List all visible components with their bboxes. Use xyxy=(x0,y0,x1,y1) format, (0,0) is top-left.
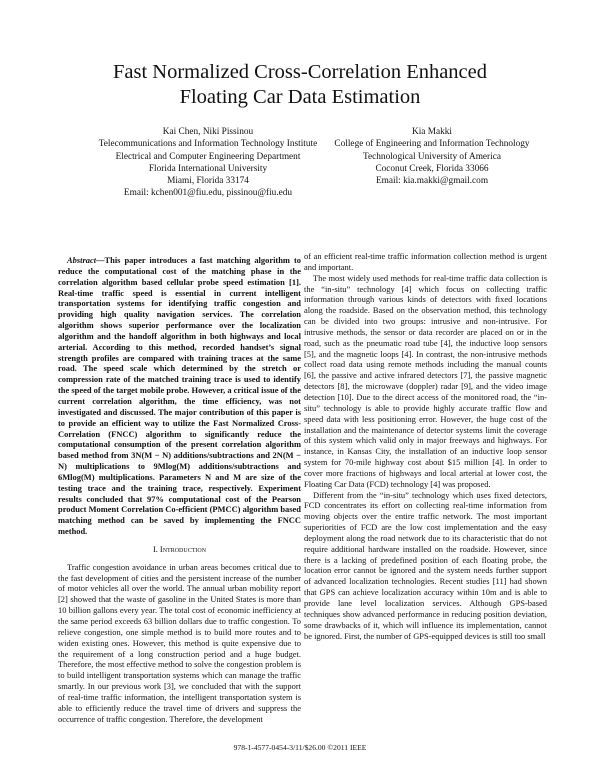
section-number: I. xyxy=(152,544,158,554)
author-block-2 xyxy=(322,126,542,187)
section-heading xyxy=(58,545,301,556)
paragraph: The most widely used methods for real-time traffic data collection is the “in-situ” technology [4] which focus on collecting traffic information through various kinds of detectors with fixed locations along the roadside. Based on the observation method, this technology can be divided into two groups: intrusive and non-intrusive. For intrusive methods, the sensor or data recorder are placed on or in the road, such as the pneumatic road tube [4], the inductive loop sensors [5], and the magnetic loops [4]. In contrast, the non-intrusive methods collect road data using remote methods including the manual counts [6], the passive and active infrared detectors [7], the passive magnetic detectors [8], the microwave (doppler) radar [9], and the video image detection [10]. Due to the direct access of the monitored road, the “in-situ” technology is able to provide highly accurate traffic flow and speed data with less positioning error. However, the huge cost of the installation and the maintenance of detector systems limit the coverage of this system which valid only in major freeways and highways. For instance, in Kansas City, the installation of an inductive loop sensor system for 70-mile highway cost about $15 million [4]. In order to cover more fractions of highways and local arterial at lower cost, the Floating Car Data (FCD) technology [4] was proposed. xyxy=(304,272,547,489)
paragraph: Different from the “in-situ” technology which uses fixed detectors, FCD concentrates its effort on collecting real-time information from moving objects over the entire traffic network. The most important superiorities of FCD are the low cost implementation and the easy deployment along the road network due to its characteristic that do not require additional hardware installed on the roadside. However, since there is a lacking of predefined position of each floating probe, the location error cannot be ignored and the system needs further support of advanced localization technologies. Recent studies [11] had shown that GPS can achieve localization accuracy within 10m and is able to provide lane level localization services. Although GPS-based techniques show advanced performance in reducing position deviation, some drawbacks of it, which will influence its implementation, cannot be ignored. First, the number of GPS-equipped devices is still too small xyxy=(304,489,547,641)
paragraph: Traffic congestion avoidance in urban areas becomes critical due to the fast development of cities and the persistent increase of the number of motor vehicles all over the world. The annual urban mobility report [2] showed that the waste of gasoline in the United States is more than 10 billion gallons every year. The total cost of economic inefficiency at the same period exceeds 63 billion dollars due to traffic congestion. To relieve congestion, one simple method is to build more routes and to widen existing ones. However, this method is quite expensive due to the requirement of a long construction period and a huge budget. Therefore, the most effective method to solve the congestion problem is to build intelligent transportation systems which can manage the traffic smartly. In our previous work [3], we concluded that with the support of real-time traffic information, the intelligent transportation system is able to efficiently reduce the travel time of drivers and suppress the occurrence of traffic congestion. Therefore, the development xyxy=(58,561,301,724)
title-line-2: Floating Car Data Estimation xyxy=(179,86,421,108)
abstract-text: —This paper introduces a fast matching algorithm to reduce the computational cost of the matching phase in the correlation algorithm based cellular probe speed estimation [1]. Real-time traffic speed is essential in current intelligent transportation systems for identifying traffic congestion and providing high quality navigation services. The correlation algorithm shows superior performance over the localization algorithm and the handoff algorithm in both highways and local arterial. According to this method, recorded handset’s signal strength profiles are compared with training traces at the same road. The speed scale which determined by the stretch or compression rate of the matched training trace is used to identify the speed of the target mobile probe. However, a critical issue of the current correlation algorithm, the time efficiency, was not investigated and discussed. The major contribution of this paper is to provide an efficient way to utilize the Fast Normalized Cross-Correlation (FNCC) algorithm to significantly reduce the computational consumption of the present correlation algorithm based method from 3N(M − N) additions/subtractions and 2N(M − N) multiplications to 9Mlog(M) additions/subtractions and 6Mlog(M) multiplications. Parameters N and M are size of the testing trace and the training trace, respectively. Experiment results concluded that 97% computational cost of the Pearson product Moment Correlation Co-efficient (PMCC) algorithm based matching method can be saved by implementing the FNCC method. xyxy=(58,255,301,537)
affiliation-line: Electrical and Computer Engineering Department xyxy=(115,151,301,162)
affiliation-line: Florida International University xyxy=(148,163,268,174)
affiliation-line: Technological University of America xyxy=(363,151,501,162)
abstract-label: Abstract xyxy=(67,255,97,265)
author-name: Kai Chen, Niki Pissinou xyxy=(162,127,254,137)
right-column xyxy=(304,251,547,641)
paragraph-continuation: of an efficient real-time traffic information collection method is urgent and important. xyxy=(304,251,547,272)
author-email: Email: kchen001@fiu.edu, pissinou@fiu.edu xyxy=(123,188,293,199)
affiliation-line: Miami, Florida 33174 xyxy=(167,176,249,187)
affiliation-line: College of Engineering and Information Technology xyxy=(334,139,530,150)
left-column xyxy=(58,255,301,724)
copyright-footer: 978-1-4577-0454-3/11/$26.00 ©2011 IEEE xyxy=(233,743,367,752)
section-name: Introduction xyxy=(159,544,207,554)
author-block-1 xyxy=(58,126,358,200)
affiliation-line: Coconut Creek, Florida 33066 xyxy=(375,163,489,174)
affiliation-line: Telecommunications and Information Technology Institute xyxy=(98,139,318,150)
author-name: Kia Makki xyxy=(411,127,453,137)
abstract xyxy=(58,255,301,537)
title-line-1: Fast Normalized Cross-Correlation Enhanced xyxy=(112,61,488,83)
author-email: Email: kia.makki@gmail.com xyxy=(375,176,489,187)
paper-title xyxy=(40,60,560,110)
